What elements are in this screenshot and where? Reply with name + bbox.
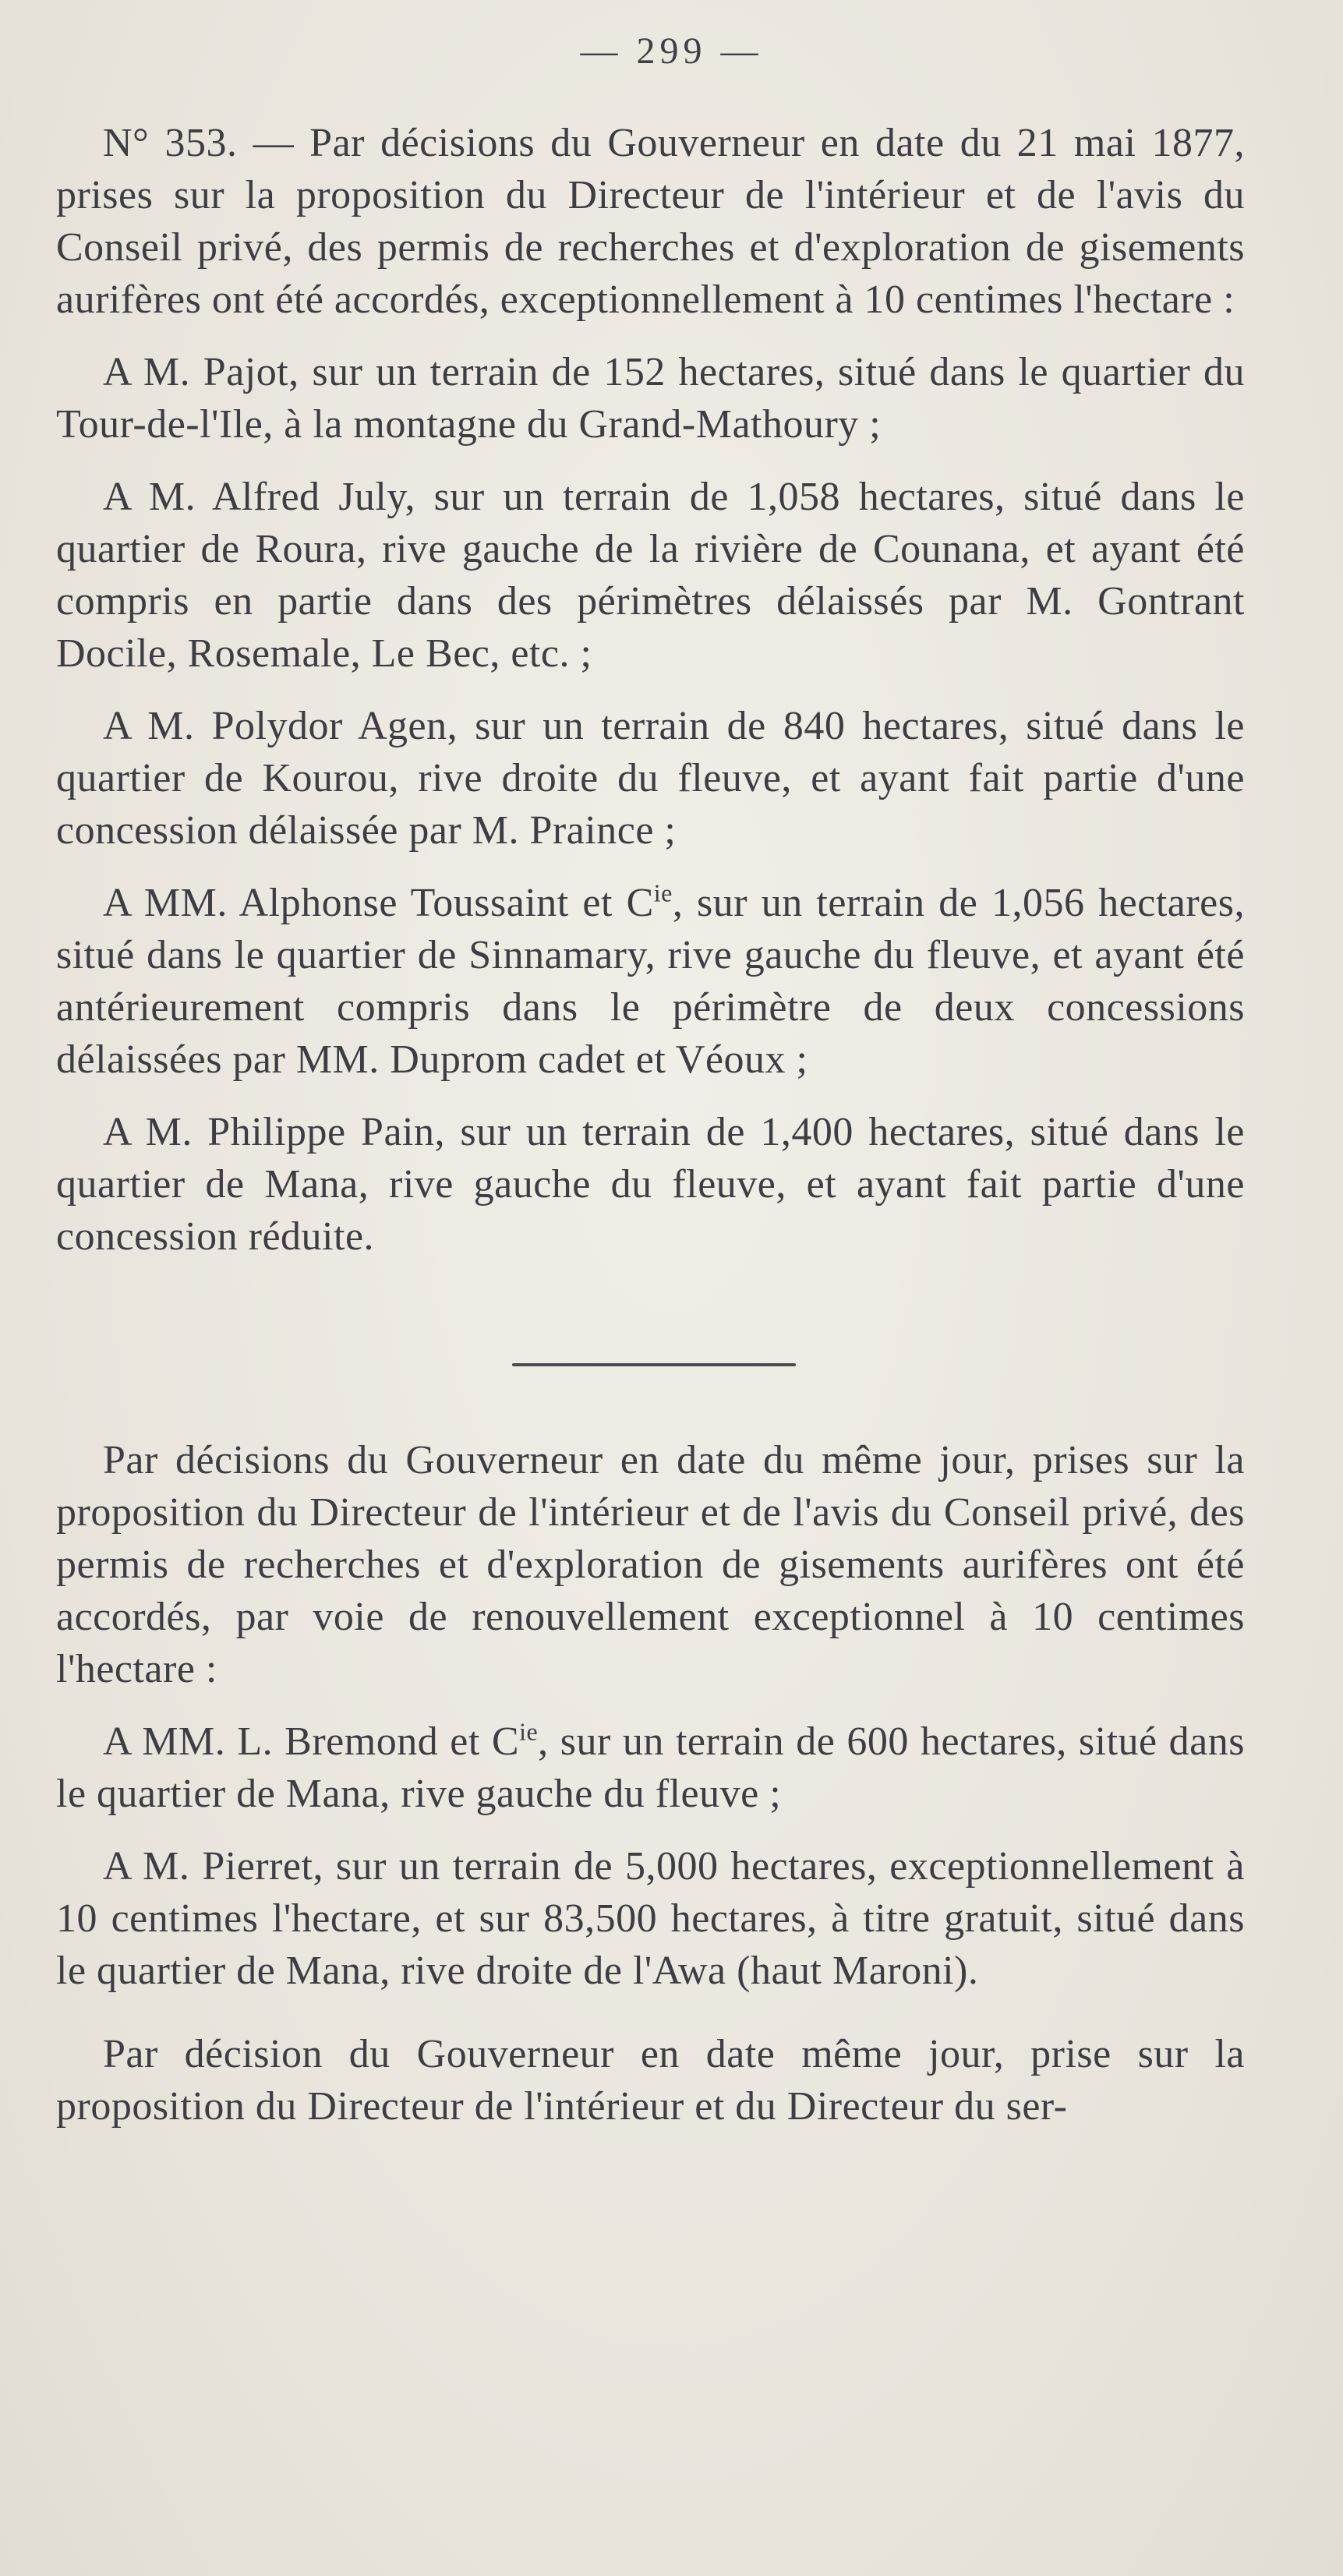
grant-paragraph-toussaint [56,877,1245,1086]
renewal-bremond-text-b: , sur un terrain de 600 hectares, situé dans le quartier de Mana, rive gauche du fleuve ; [56,1719,1245,1816]
page-number: — 299 — [580,30,763,72]
renewal-bremond-text-a: A MM. L. Bremond et C [103,1719,520,1764]
grant-toussaint-text-b: , sur un terrain de 1,056 hectares, situé dans le quartier de Sinnamary, rive gauche du fleuve, et ayant été antérieurement compris dans le périmètre de deux concessions délaissées par MM. Duprom cadet et Véoux ; [56,881,1245,1082]
renewal-paragraph-bremond [56,1716,1245,1820]
grant-toussaint-text-a: A MM. Alphonse Toussaint et C [103,881,654,925]
final-paragraph: Par décision du Gouverneur en date même jour, prise sur la proposition du Directeur de l'intérieur et du Directeur du ser- [56,2032,1245,2129]
grant-paragraph-agen: A M. Polydor Agen, sur un terrain de 840 hectares, situé dans le quartier de Kourou, rive droite du fleuve, et ayant fait partie d'une concession délaissée par M. Praince ; [56,704,1245,853]
section-divider [512,1363,796,1366]
decision-353-intro: N° 353. — Par décisions du Gouverneur en date du 21 mai 1877, prises sur la proposition du Directeur de l'intérieur et de l'avis du Conseil privé, des permis de recherches et d'exploration de gisements aurifères ont été accordés, exceptionnellement à 10 centimes l'hectare : [56,121,1245,322]
grant-paragraph-pain: A M. Philippe Pain, sur un terrain de 1,400 hectares, situé dans le quartier de Mana, rive gauche du fleuve, et ayant fait partie d'une concession réduite. [56,1110,1245,1259]
renewal-intro: Par décisions du Gouverneur en date du même jour, prises sur la proposition du Directeur de l'intérieur et de l'avis du Conseil privé, des permis de recherches et d'exploration de gisements aurifères ont été accordés, par voie de renouvellement exceptionnel à 10 centimes l'hectare : [56,1438,1245,1691]
decision-353-section [56,117,1245,1263]
renewal-section [56,1434,1245,2133]
grant-paragraph-july: A M. Alfred July, sur un terrain de 1,058 hectares, situé dans le quartier de Roura, rive gauche de la rivière de Counana, et ayant été compris en partie dans des périmètres délaissés par M. Gontrant Docile, Rosemale, Le Bec, etc. ; [56,475,1245,676]
grant-paragraph-pajot: A M. Pajot, sur un terrain de 152 hectares, situé dans le quartier du Tour-de-l'Ile, à la montagne du Grand-Mathoury ; [56,350,1245,447]
renewal-bremond-superscript: ie [519,1717,539,1746]
grant-toussaint-superscript: ie [653,878,673,907]
renewal-paragraph-pierret: A M. Pierret, sur un terrain de 5,000 hectares, exceptionnellement à 10 centimes l'hectare, et sur 83,500 hectares, à titre gratuit, situé dans le quartier de Mana, rive droite de l'Awa (haut Maroni). [56,1844,1245,1993]
